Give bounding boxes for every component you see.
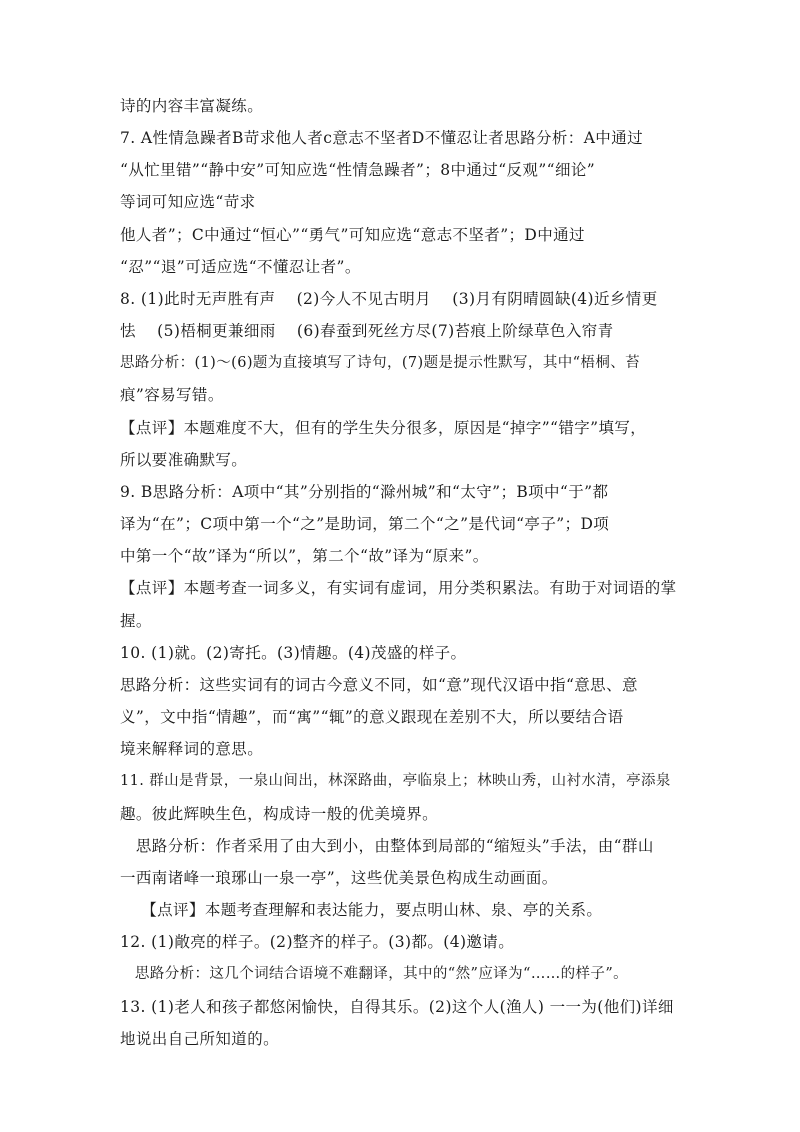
text-line: 13. (1)老人和孩子都悠闲愉快，自得其乐。(2)这个人(渔人) 一一为(他们)详细 <box>120 998 674 1016</box>
text-line: 境来解释词的意思。 <box>120 740 264 758</box>
text-line: 诗的内容丰富凝练。 <box>120 97 264 115</box>
text-line: 思路分析：(1)～(6)题为直接填写了诗句，(7)题是提示性默写，其中“梧桐、苔 <box>120 355 641 371</box>
text-line: 思路分析：这几个词结合语境不难翻译，其中的“然”应译为“……的样子”。 <box>120 966 629 982</box>
text-line: 译为“在”；C项中第一个“之”是助词，第二个“之”是代词“亭子”；D项 <box>120 515 610 533</box>
text-line: 等词可知应选“苛求 <box>120 193 256 211</box>
comment-line: 【点评】本题考查一词多义，有实词有虚词，用分类积累法。有助于对词语的掌 <box>120 579 677 597</box>
comment-line: 【点评】本题难度不大，但有的学生失分很多，原因是“掉字”“错字”填写， <box>120 419 647 437</box>
text-line: 义”，文中指“情趣”，而“寓”“辄”的意义跟现在差别不大，所以要结合语 <box>120 708 624 726</box>
text-line: 10. (1)就。(2)寄托。(3)情趣。(4)茂盛的样子。 <box>120 644 467 662</box>
text-line: 怯 (5)梧桐更兼细雨 (6)春蚕到死丝方尽(7)苔痕上阶绿草色入帘青 <box>120 322 614 340</box>
text-line: 11. 群山是背景，一泉山间出，林深路曲，亭临泉上；林映山秀，山衬水清，亭添泉 <box>120 773 671 789</box>
text-line: 12. (1)敞亮的样子。(2)整齐的样子。(3)都。(4)邀请。 <box>120 933 515 951</box>
text-line: 痕”容易写错。 <box>120 386 224 404</box>
text-line: 地说出自己所知道的。 <box>120 1030 280 1048</box>
text-line: 9. B思路分析：A项中“其”分别指的“滁州城”和“太守”；B项中“于”都 <box>120 483 609 501</box>
text-line: “从忙里错”“静中安”可知应选“性情急躁者”；8中通过“反观”“细论” <box>120 161 596 179</box>
text-line: 7. A性情急躁者B苛求他人者c意志不坚者D不懂忍让者思路分析：A中通过 <box>120 129 644 147</box>
text-line: 他人者”；C中通过“恒心”“勇气”可知应选“意志不坚者”；D中通过 <box>120 226 585 244</box>
comment-line: 【点评】本题考查理解和表达能力，要点明山林、泉、亭的关系。 <box>120 901 603 919</box>
text-line: 思路分析：作者采用了由大到小，由整体到局部的“缩短头”手法，由“群山 <box>120 837 654 855</box>
text-line: 8. (1)此时无声胜有声 (2)今人不见古明月 (3)月有阴晴圆缺(4)近乡情更 <box>120 290 658 308</box>
text-line: 中第一个“故”译为“所以”，第二个“故”译为“原来”。 <box>120 547 489 565</box>
text-line: 握。 <box>120 612 152 630</box>
text-line: 思路分析：这些实词有的词古今意义不同，如“意”现代汉语中指“意思、意 <box>120 676 638 694</box>
text-line: “忍”“退”可适应选“不懂忍让者”。 <box>120 258 361 276</box>
text-line: 一西南诸峰一琅琊山一泉一亭”，这些优美景色构成生动画面。 <box>120 869 558 887</box>
text-line: 趣。彼此辉映生色，构成诗一般的优美境界。 <box>120 805 439 823</box>
text-line: 所以要准确默写。 <box>120 451 248 469</box>
